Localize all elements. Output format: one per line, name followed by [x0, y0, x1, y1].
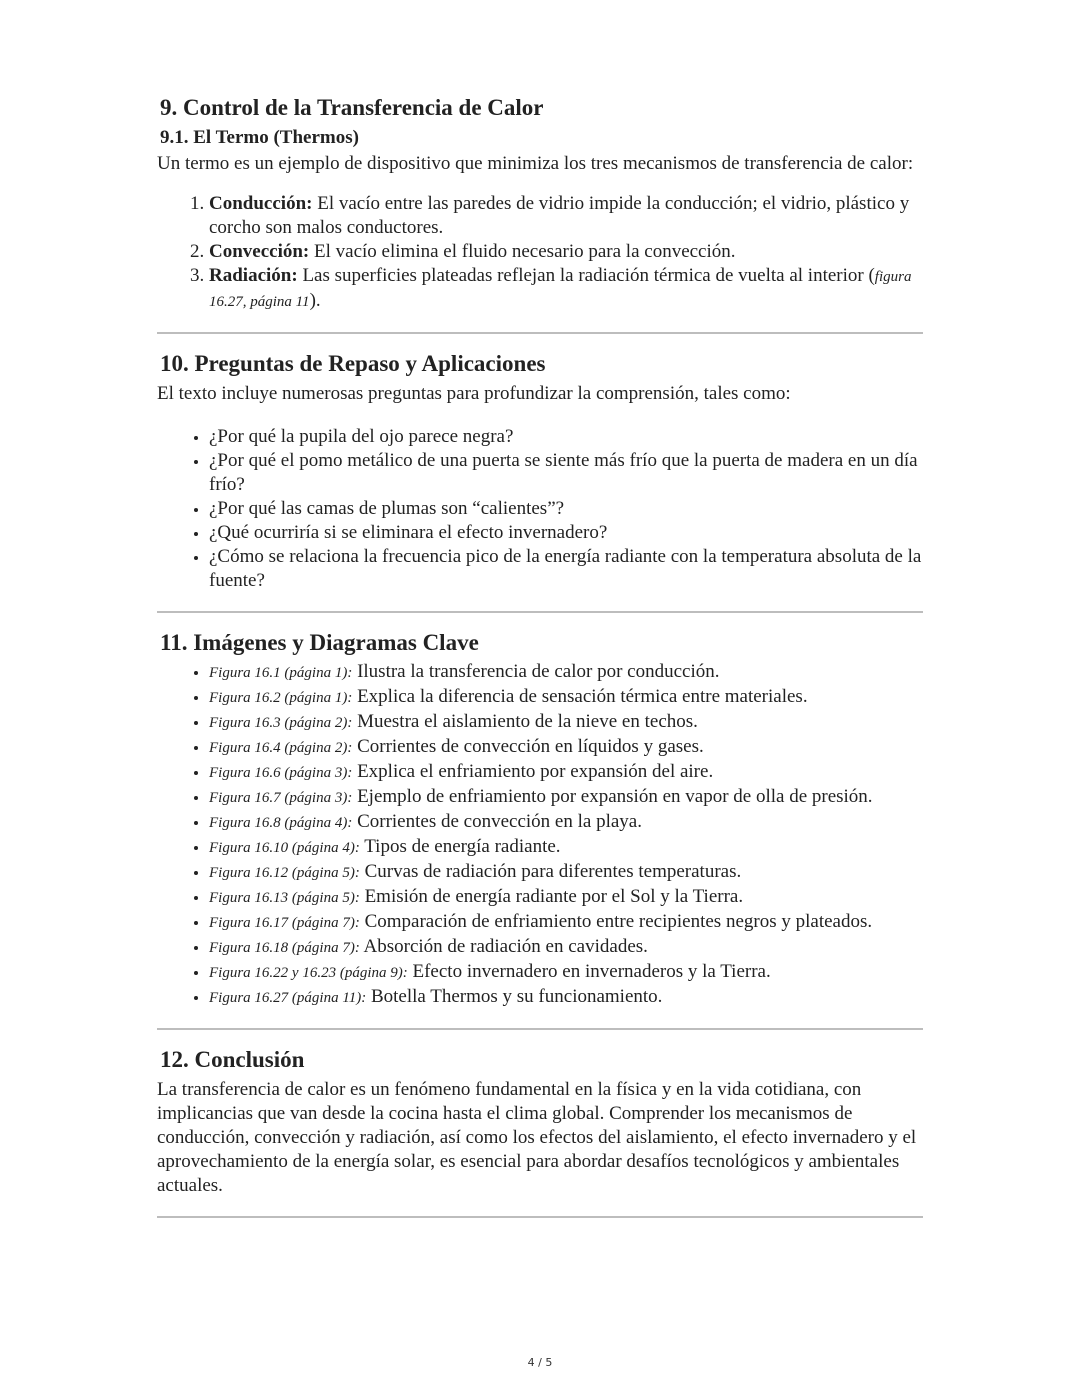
item-text: Tipos de energía radiante. [359, 836, 561, 857]
list-item [209, 240, 923, 264]
section-title: 10. Preguntas de Repaso y Aplicaciones [160, 351, 546, 376]
list-item [209, 835, 923, 860]
bullet-list [157, 425, 923, 593]
divider [157, 1028, 923, 1030]
section-title: 11. Imágenes y Diagramas Clave [160, 630, 479, 655]
item-text: El vacío entre las paredes de vidrio impide la conducción; el vidrio, plástico y corcho son malos conductores. [209, 193, 910, 238]
section-12 [157, 1046, 923, 1198]
section-10 [157, 350, 923, 593]
figure-reference: figura 16.27, página 11 [209, 269, 912, 310]
list-item: • ¿Por qué el pomo metálico de una puerta se siente más frío que la puerta de madera en un día frío? [209, 449, 923, 497]
subsection-title: 9.1. El Termo (Thermos) [160, 127, 359, 148]
figure-reference: Figura 16.27 (página 11): [209, 990, 367, 1006]
list-item [209, 960, 923, 985]
section-title: 12. Conclusión [160, 1047, 305, 1072]
figure-reference: Figura 16.7 (página 3): [209, 790, 353, 806]
divider [157, 611, 923, 613]
list-item [209, 785, 923, 810]
figure-reference: Figura 16.17 (página 7): [209, 915, 360, 931]
page-number: 4 / 5 [527, 1356, 553, 1369]
list-item: • ¿Cómo se relaciona la frecuencia pico de la energía radiante con la temperatura absoluta de la fuente? [209, 545, 923, 593]
divider [157, 1216, 923, 1218]
list-item [209, 860, 923, 885]
list-item [209, 710, 923, 735]
figure-reference: Figura 16.6 (página 3): [209, 765, 353, 781]
figure-reference: Figura 16.2 (página 1): [209, 690, 353, 706]
item-text: Ilustra la transferencia de calor por conducción. [352, 661, 720, 682]
item-text: Comparación de enfriamiento entre recipientes negros y plateados. [359, 911, 873, 932]
list-item: • ¿Qué ocurriría si se eliminara el efecto invernadero? [209, 521, 923, 545]
term: Convección: [209, 241, 310, 262]
term: Conducción: [209, 193, 313, 214]
item-text: Botella Thermos y su funcionamiento. [366, 986, 663, 1007]
numbered-list [157, 192, 923, 314]
item-text: Efecto invernadero en invernaderos y la Tierra. [407, 961, 771, 982]
section-title: 9. Control de la Transferencia de Calor [160, 95, 544, 120]
figure-reference: Figura 16.22 y 16.23 (página 9): [209, 965, 408, 981]
item-text: Corrientes de convección en líquidos y gases. [352, 736, 704, 757]
list-item [209, 264, 923, 314]
figure-reference: Figura 16.18 (página 7): [209, 940, 360, 956]
figure-reference: Figura 16.4 (página 2): [209, 740, 353, 756]
divider [157, 332, 923, 334]
figure-reference: Figura 16.3 (página 2): [209, 715, 353, 731]
term: Radiación: [209, 265, 298, 286]
item-text: Las superficies plateadas reflejan la radiación térmica de vuelta al interior ( [297, 265, 875, 286]
section-9 [157, 94, 923, 314]
list-item: • ¿Por qué las camas de plumas son “calientes”? [209, 497, 923, 521]
list-item [209, 685, 923, 710]
item-text: Curvas de radiación para diferentes temperaturas. [359, 861, 742, 882]
item-text: ). [309, 290, 321, 311]
bullet-list [157, 660, 923, 1010]
list-item [209, 760, 923, 785]
document-page [157, 94, 923, 1234]
list-item [209, 985, 923, 1010]
list-item: • ¿Por qué la pupila del ojo parece negra? [209, 425, 923, 449]
list-item [209, 810, 923, 835]
paragraph: El texto incluye numerosas preguntas para profundizar la comprensión, tales como: [157, 383, 791, 404]
item-text: Explica la diferencia de sensación térmica entre materiales. [352, 686, 808, 707]
figure-reference: Figura 16.13 (página 5): [209, 890, 360, 906]
figure-reference: Figura 16.1 (página 1): [209, 665, 353, 681]
item-text: El vacío elimina el fluido necesario para la convección. [309, 241, 736, 262]
list-item [209, 885, 923, 910]
list-item [209, 910, 923, 935]
paragraph: La transferencia de calor es un fenómeno fundamental en la física y en la vida cotidiana, con implicancias que van desde la cocina hasta el clima global. Comprender los mecanismos de conducción, convección y radiación, así como los efectos del aislamiento, el efecto invernadero y el aprovechamiento de la energía solar, es esencial para abordar desafíos tecnológicos y ambientales actuales. [157, 1079, 917, 1196]
list-item [209, 935, 923, 960]
item-text: Muestra el aislamiento de la nieve en techos. [352, 711, 698, 732]
paragraph: Un termo es un ejemplo de dispositivo que minimiza los tres mecanismos de transferencia de calor: [157, 153, 914, 174]
item-text: Absorción de radiación en cavidades. [359, 936, 648, 957]
figure-reference: Figura 16.8 (página 4): [209, 815, 353, 831]
figure-reference: Figura 16.10 (página 4): [209, 840, 360, 856]
list-item [209, 192, 923, 240]
list-item [209, 660, 923, 685]
section-11 [157, 629, 923, 1010]
figure-reference: Figura 16.12 (página 5): [209, 865, 360, 881]
item-text: Corrientes de convección en la playa. [352, 811, 642, 832]
list-item [209, 735, 923, 760]
item-text: Emisión de energía radiante por el Sol y la Tierra. [359, 886, 744, 907]
item-text: Ejemplo de enfriamiento por expansión en vapor de olla de presión. [352, 786, 873, 807]
item-text: Explica el enfriamiento por expansión del aire. [352, 761, 714, 782]
